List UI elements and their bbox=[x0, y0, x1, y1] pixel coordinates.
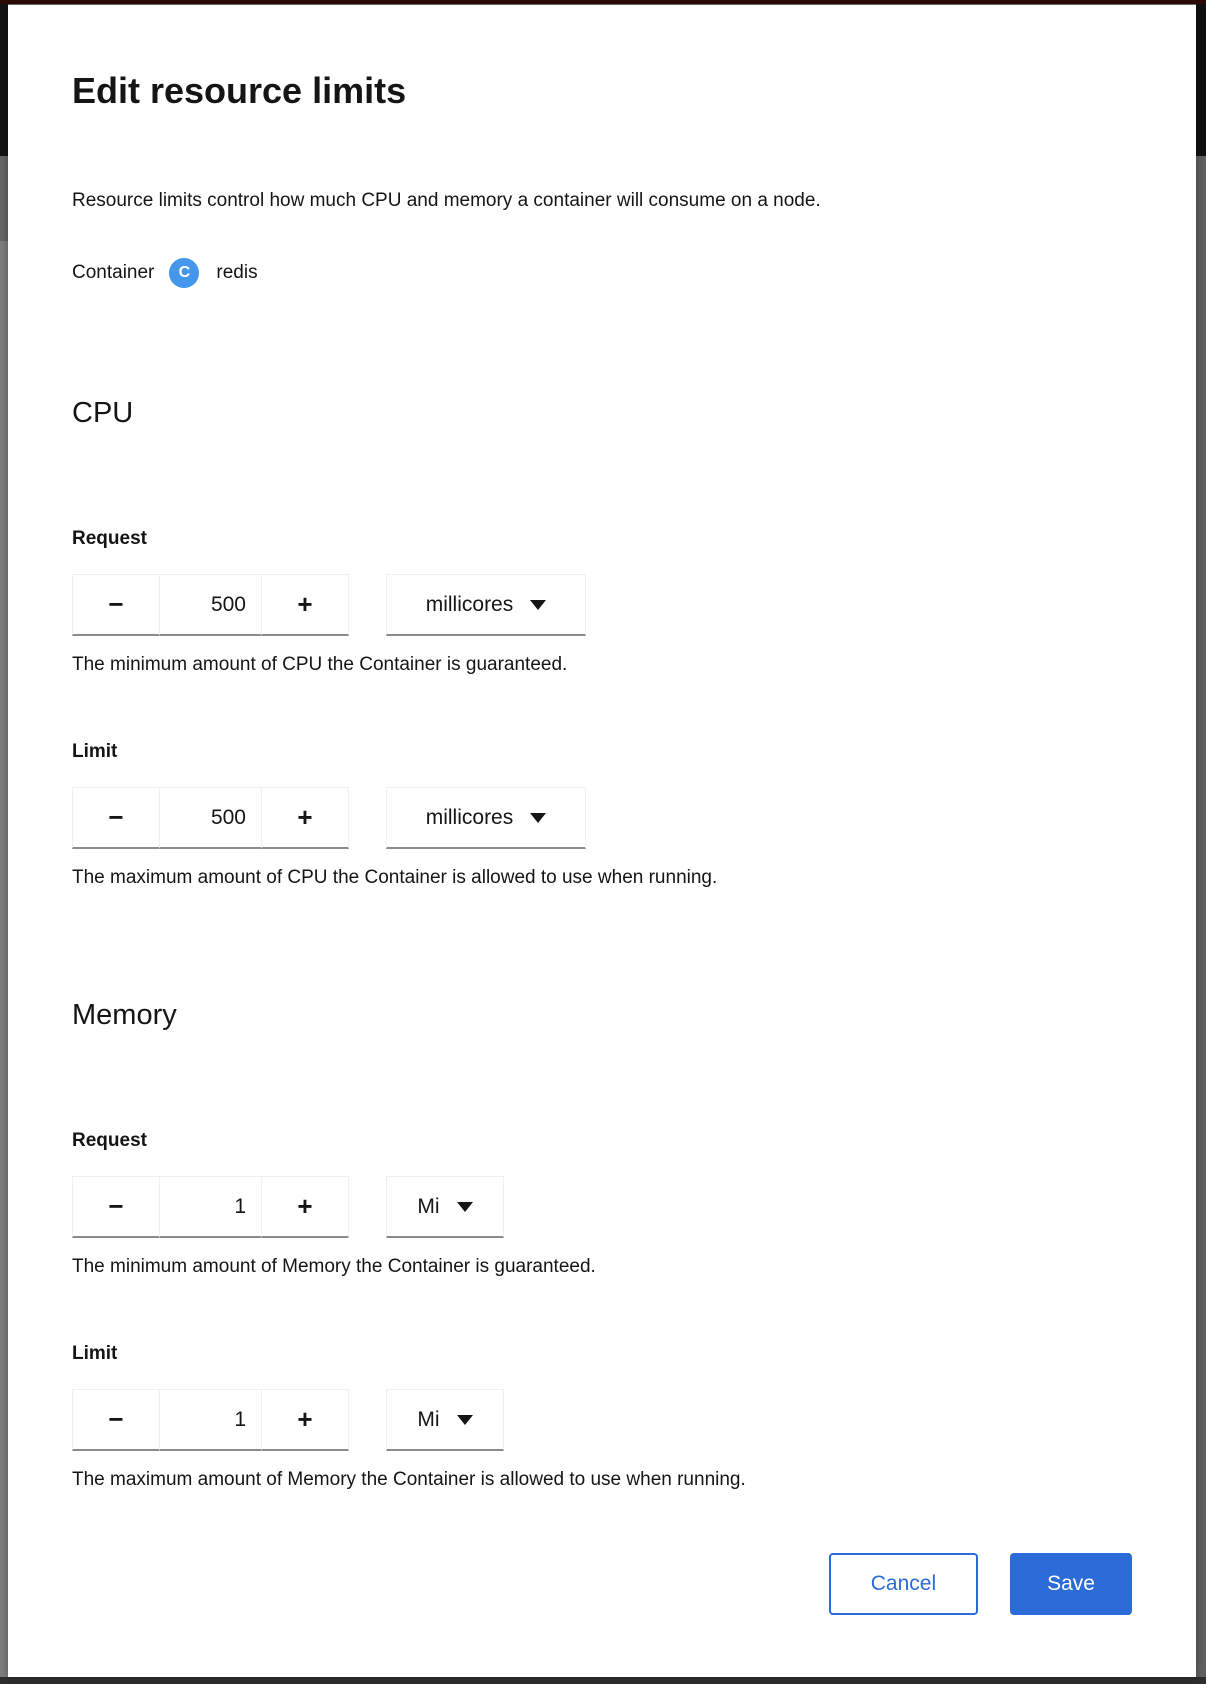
save-button[interactable]: Save bbox=[1010, 1553, 1132, 1615]
cpu-limit-help-text: The maximum amount of CPU the Container is allowed to use when running. bbox=[72, 867, 718, 888]
memory-request-field bbox=[72, 1129, 1132, 1279]
decrement-button[interactable]: − bbox=[72, 1176, 160, 1238]
unit-select-value: millicores bbox=[425, 805, 514, 829]
memory-request-label: Request bbox=[72, 1130, 147, 1151]
memory-limit-number-spinner bbox=[72, 1389, 349, 1451]
memory-limit-label: Limit bbox=[72, 1343, 118, 1364]
memory-limit-help-text: The maximum amount of Memory the Container is allowed to use when running. bbox=[72, 1469, 746, 1490]
section-heading-cpu: CPU bbox=[72, 397, 134, 429]
increment-button[interactable]: + bbox=[261, 574, 349, 636]
cpu-request-label: Request bbox=[72, 528, 147, 549]
caret-down-icon bbox=[530, 813, 546, 823]
cancel-button[interactable]: Cancel bbox=[829, 1553, 978, 1615]
container-resource-icon: C bbox=[169, 258, 199, 288]
modal-footer bbox=[72, 1553, 1132, 1615]
caret-down-icon bbox=[457, 1202, 473, 1212]
modal-description: Resource limits control how much CPU and memory a container will consume on a node. bbox=[72, 190, 821, 211]
decrement-button[interactable]: − bbox=[72, 787, 160, 849]
backdrop-left-mid-strip bbox=[0, 156, 8, 241]
edit-resource-limits-modal bbox=[8, 5, 1196, 1677]
memory-request-help-text: The minimum amount of Memory the Container is guaranteed. bbox=[72, 1256, 596, 1277]
memory-limit-value-input[interactable] bbox=[159, 1389, 262, 1451]
memory-limit-unit-select[interactable] bbox=[386, 1389, 504, 1451]
increment-button[interactable]: + bbox=[261, 1389, 349, 1451]
unit-select-value: millicores bbox=[425, 592, 514, 616]
unit-select-value: Mi bbox=[417, 1407, 440, 1431]
backdrop-right-mid-strip bbox=[1196, 156, 1206, 1677]
backdrop-bottom-strip bbox=[0, 1677, 1206, 1684]
decrement-button[interactable]: − bbox=[72, 574, 160, 636]
caret-down-icon bbox=[457, 1415, 473, 1425]
backdrop-left-dark-strip bbox=[0, 4, 8, 156]
increment-button[interactable]: + bbox=[261, 1176, 349, 1238]
container-row bbox=[72, 258, 1132, 288]
cpu-limit-label: Limit bbox=[72, 741, 118, 762]
backdrop-left-light-strip bbox=[0, 241, 8, 1677]
backdrop-right-dark-strip bbox=[1196, 4, 1206, 156]
modal-title: Edit resource limits bbox=[72, 70, 407, 111]
memory-request-number-spinner bbox=[72, 1176, 349, 1238]
memory-limit-field bbox=[72, 1342, 1132, 1492]
cpu-request-field bbox=[72, 527, 1132, 677]
cpu-limit-unit-select[interactable] bbox=[386, 787, 586, 849]
decrement-button[interactable]: − bbox=[72, 1389, 160, 1451]
cpu-request-value-input[interactable] bbox=[159, 574, 262, 636]
container-name: redis bbox=[216, 262, 258, 283]
cpu-request-number-spinner bbox=[72, 574, 349, 636]
cpu-limit-value-input[interactable] bbox=[159, 787, 262, 849]
caret-down-icon bbox=[530, 600, 546, 610]
memory-request-value-input[interactable] bbox=[159, 1176, 262, 1238]
backdrop-masthead-strip bbox=[0, 0, 1206, 4]
cpu-limit-number-spinner bbox=[72, 787, 349, 849]
section-heading-memory: Memory bbox=[72, 999, 177, 1031]
cpu-request-help-text: The minimum amount of CPU the Container is guaranteed. bbox=[72, 654, 568, 675]
cpu-limit-field bbox=[72, 740, 1132, 890]
container-label: Container bbox=[72, 262, 155, 283]
unit-select-value: Mi bbox=[417, 1194, 440, 1218]
cpu-request-unit-select[interactable] bbox=[386, 574, 586, 636]
memory-request-unit-select[interactable] bbox=[386, 1176, 504, 1238]
increment-button[interactable]: + bbox=[261, 787, 349, 849]
